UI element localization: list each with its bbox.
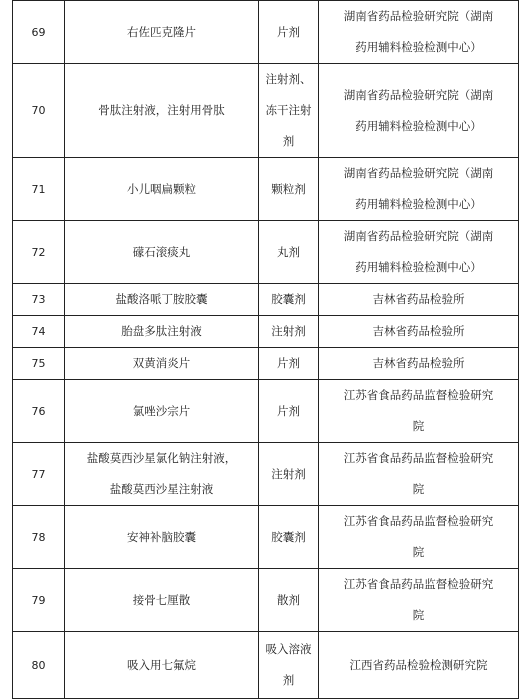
row-number: 72	[13, 221, 65, 284]
drug-inspection-table	[12, 0, 519, 699]
table-row	[13, 316, 519, 348]
dosage-form-line: 散剂	[277, 592, 300, 607]
drug-name	[65, 569, 259, 632]
table-row	[13, 380, 519, 443]
dosage-form	[259, 569, 319, 632]
row-number: 69	[13, 1, 65, 64]
dosage-form-line: 片剂	[277, 403, 300, 418]
inspection-institute	[319, 64, 519, 158]
inspection-institute	[319, 1, 519, 64]
dosage-form	[259, 506, 319, 569]
drug-name	[65, 221, 259, 284]
table-row	[13, 221, 519, 284]
inspection-institute-line: 江苏省食品药品监督检验研究	[343, 514, 494, 528]
inspection-institute-line: 吉林省药品检验所	[372, 356, 465, 370]
drug-name	[65, 506, 259, 569]
dosage-form-line: 片剂	[277, 24, 300, 39]
inspection-institute-line: 院	[412, 545, 425, 559]
inspection-institute-line: 吉林省药品检验所	[372, 324, 465, 338]
drug-name	[65, 632, 259, 699]
drug-name-line: 小儿咽扁颗粒	[127, 181, 196, 196]
inspection-institute-line: 药用辅料检验检测中心）	[355, 197, 482, 211]
inspection-institute	[319, 380, 519, 443]
inspection-institute	[319, 316, 519, 348]
drug-name	[65, 158, 259, 221]
row-number: 75	[13, 348, 65, 380]
drug-name-line: 盐酸洛哌丁胺胶囊	[115, 292, 208, 306]
table-body	[13, 1, 519, 699]
inspection-institute-line: 江西省药品检验检测研究院	[349, 657, 488, 672]
dosage-form-line: 剂	[282, 673, 295, 687]
drug-name	[65, 443, 259, 506]
inspection-institute	[319, 221, 519, 284]
inspection-institute-line: 湖南省药品检验研究院（湖南	[343, 9, 494, 23]
row-number: 73	[13, 284, 65, 316]
inspection-institute	[319, 158, 519, 221]
dosage-form	[259, 348, 319, 380]
row-number: 77	[13, 443, 65, 506]
drug-name-line: 盐酸莫西沙星氯化钠注射液，	[86, 451, 237, 465]
dosage-form-line: 丸剂	[277, 244, 300, 259]
inspection-institute-line: 湖南省药品检验研究院（湖南	[343, 87, 494, 102]
drug-name	[65, 64, 259, 158]
dosage-form	[259, 632, 319, 699]
row-number: 76	[13, 380, 65, 443]
table-row	[13, 1, 519, 64]
dosage-form-line: 注射剂	[271, 324, 306, 338]
inspection-institute	[319, 284, 519, 316]
inspection-institute	[319, 506, 519, 569]
inspection-institute	[319, 632, 519, 699]
row-number: 71	[13, 158, 65, 221]
table-row	[13, 284, 519, 316]
inspection-institute-line: 院	[412, 419, 425, 433]
inspection-institute-line: 江苏省食品药品监督检验研究	[343, 451, 494, 465]
drug-name	[65, 348, 259, 380]
inspection-institute	[319, 443, 519, 506]
inspection-institute-line: 江苏省食品药品监督检验研究	[343, 388, 494, 402]
inspection-institute-line: 湖南省药品检验研究院（湖南	[343, 229, 494, 243]
drug-name-line: 接骨七厘散	[132, 592, 191, 607]
dosage-form	[259, 316, 319, 348]
dosage-form-line: 胶囊剂	[271, 292, 306, 306]
inspection-institute-line: 药用辅料检验检测中心）	[355, 118, 482, 133]
inspection-institute-line: 药用辅料检验检测中心）	[355, 40, 482, 54]
drug-name	[65, 380, 259, 443]
dosage-form-line: 冻干注射	[265, 103, 312, 117]
dosage-form-line: 胶囊剂	[271, 529, 306, 544]
inspection-institute-line: 湖南省药品检验研究院（湖南	[343, 166, 494, 180]
drug-name-line: 氯唑沙宗片	[132, 403, 191, 418]
table-row	[13, 443, 519, 506]
dosage-form	[259, 64, 319, 158]
inspection-institute	[319, 348, 519, 380]
drug-name-line: 吸入用七氟烷	[127, 657, 196, 672]
table-row	[13, 569, 519, 632]
dosage-form	[259, 158, 319, 221]
dosage-form	[259, 221, 319, 284]
table-row	[13, 632, 519, 699]
inspection-institute-line: 药用辅料检验检测中心）	[355, 260, 482, 274]
row-number: 79	[13, 569, 65, 632]
drug-name-line: 右佐匹克隆片	[127, 24, 196, 39]
dosage-form	[259, 1, 319, 64]
row-number: 80	[13, 632, 65, 699]
row-number: 70	[13, 64, 65, 158]
row-number: 74	[13, 316, 65, 348]
drug-name-line: 礞石滚痰丸	[132, 244, 191, 259]
dosage-form-line: 剂	[282, 134, 295, 148]
drug-name-line: 安神补脑胶囊	[127, 529, 196, 544]
dosage-form-line: 注射剂、	[265, 72, 312, 86]
dosage-form	[259, 443, 319, 506]
drug-name	[65, 284, 259, 316]
dosage-form-line: 片剂	[277, 356, 300, 370]
drug-name-line: 骨肽注射液，注射用骨肽	[98, 103, 225, 117]
drug-name	[65, 316, 259, 348]
table-row	[13, 64, 519, 158]
inspection-institute-line: 院	[412, 482, 425, 496]
drug-name-line: 胎盘多肽注射液	[121, 324, 202, 338]
row-number: 78	[13, 506, 65, 569]
inspection-institute-line: 吉林省药品检验所	[372, 292, 465, 306]
table-row	[13, 506, 519, 569]
drug-name-line: 双黄消炎片	[132, 356, 191, 370]
inspection-institute	[319, 569, 519, 632]
dosage-form-line: 注射剂	[271, 466, 306, 481]
inspection-institute-line: 江苏省食品药品监督检验研究	[343, 577, 494, 591]
dosage-form	[259, 284, 319, 316]
table-row	[13, 158, 519, 221]
drug-name-line: 盐酸莫西沙星注射液	[109, 482, 214, 496]
table-row	[13, 348, 519, 380]
inspection-institute-line: 院	[412, 608, 425, 622]
dosage-form	[259, 380, 319, 443]
dosage-form-line: 吸入溶液	[265, 642, 312, 656]
drug-name	[65, 1, 259, 64]
dosage-form-line: 颗粒剂	[271, 181, 306, 196]
